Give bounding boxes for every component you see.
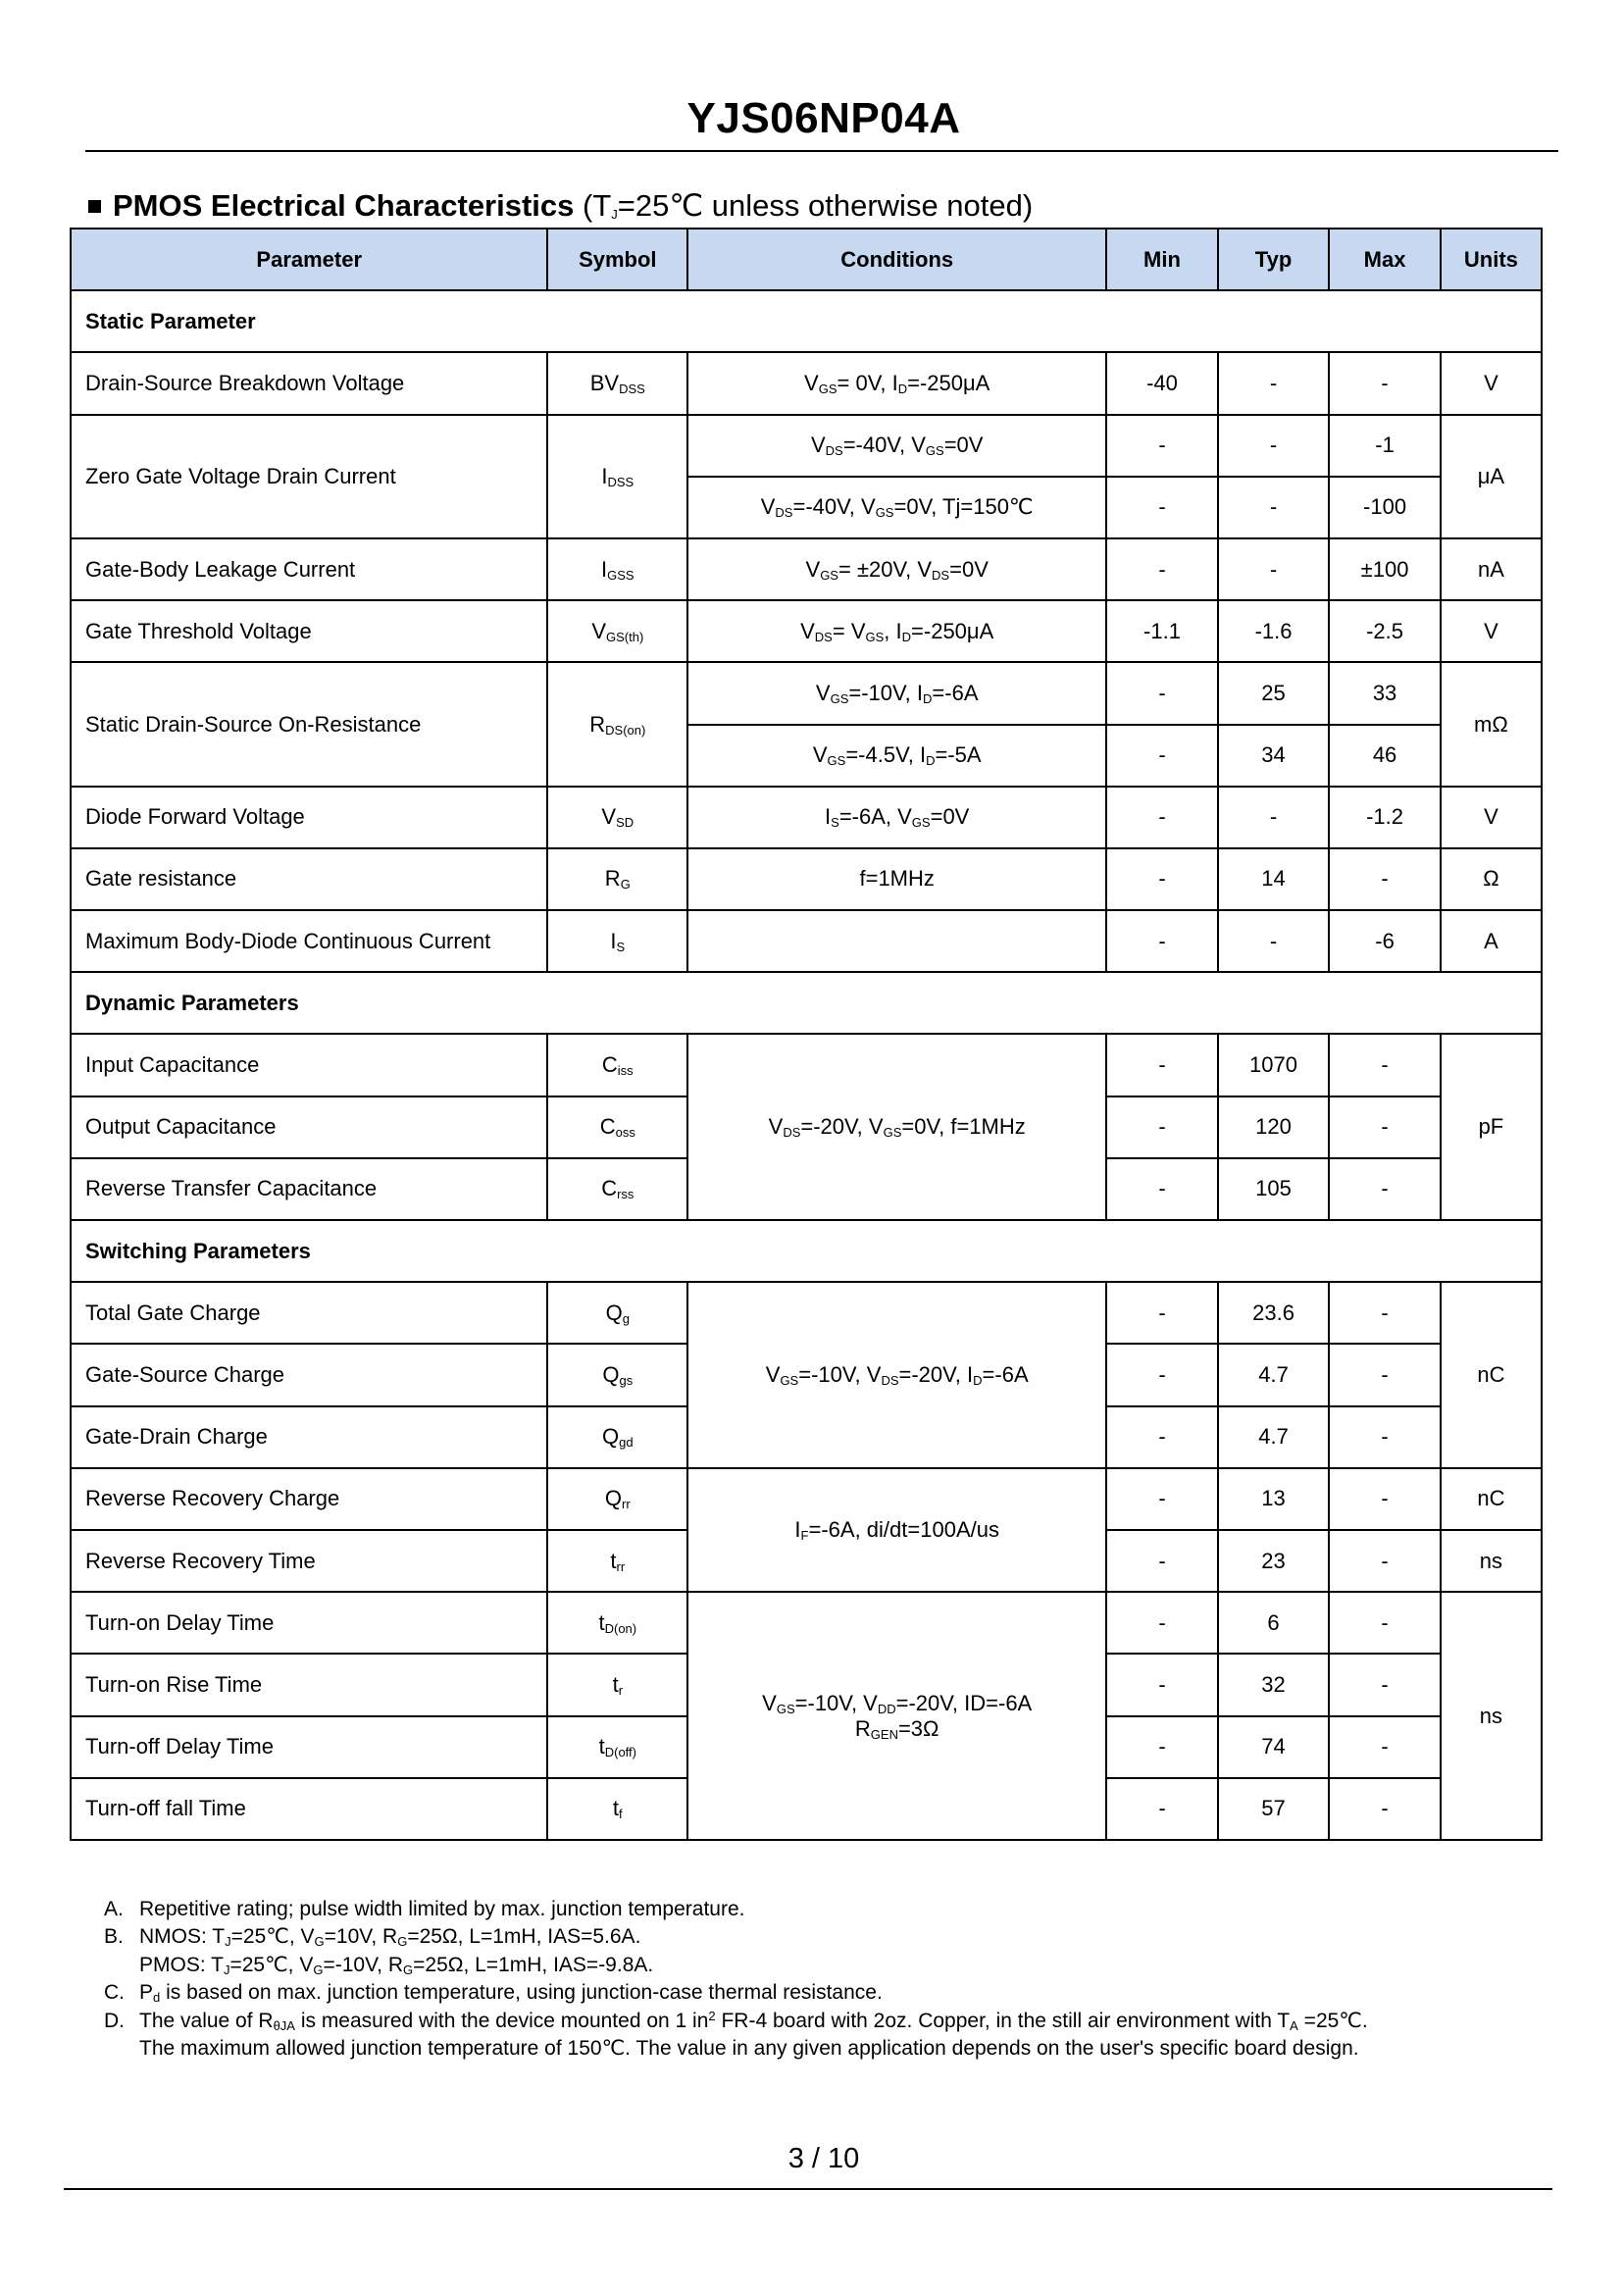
param-name: Static Drain-Source On-Resistance (71, 662, 547, 786)
typ-value: 6 (1218, 1592, 1330, 1654)
header-symbol: Symbol (547, 229, 687, 290)
min-value: - (1106, 1654, 1218, 1715)
max-value: ±100 (1329, 538, 1441, 600)
group-row (71, 1220, 1542, 1282)
note-c: C. $P_d$ is based on max. junction temperature, using junction-case thermal resistance. (104, 1981, 883, 2006)
min-value: - (1106, 1778, 1218, 1840)
symbol: $R_{DS(on)}$ (547, 662, 687, 786)
table-row (71, 538, 1542, 600)
table-header-row (71, 229, 1542, 290)
min-value: - (1106, 1716, 1218, 1778)
header-units: Units (1441, 229, 1542, 290)
footer-rule (64, 2188, 1552, 2190)
symbol: $t_{rr}$ (547, 1530, 687, 1592)
table-row (71, 848, 1542, 910)
typ-value: - (1218, 538, 1330, 600)
unit: V (1441, 600, 1542, 662)
unit: ns (1441, 1530, 1542, 1592)
group-switching: Switching Parameters (71, 1220, 1542, 1282)
min-value: - (1106, 910, 1218, 972)
conditions: $V_{GS}=-10V$, $V_{DS}=-20V$, $I_D=-6A$ (687, 1282, 1106, 1468)
typ-value: -1.6 (1218, 600, 1330, 662)
min-value: - (1106, 787, 1218, 848)
typ-value: 14 (1218, 848, 1330, 910)
table-row (71, 662, 1542, 724)
table-row (71, 1282, 1542, 1344)
note-b: B. NMOS: $T_J=25℃$, $V_G=10V$, $R_G=25\Omega$, L=1mH, IAS=5.6A. (104, 1925, 641, 1950)
symbol: $BV_{DSS}$ (547, 352, 687, 414)
max-value: - (1329, 1344, 1441, 1405)
symbol: $C_{iss}$ (547, 1034, 687, 1096)
section-condition: ($T_J=25℃$ unless otherwise noted) (583, 188, 1034, 223)
max-value: - (1329, 1406, 1441, 1468)
symbol: $R_G$ (547, 848, 687, 910)
max-value: 33 (1329, 662, 1441, 724)
symbol: $Q_g$ (547, 1282, 687, 1344)
note-d: D. The value of $R_{\theta JA}$ is measured with the device mounted on 1 $in^2$ FR-4 board with 2oz. Copper, in the still air environment with $T_A$ =25℃. (104, 2008, 1368, 2033)
header-conditions: Conditions (687, 229, 1106, 290)
conditions: $V_{DS}=-40V$, $V_{GS}=0V$ (687, 415, 1106, 477)
param-name: Gate Threshold Voltage (71, 600, 547, 662)
min-value: - (1106, 848, 1218, 910)
param-name: Maximum Body-Diode Continuous Current (71, 910, 547, 972)
unit: A (1441, 910, 1542, 972)
symbol: $t_{D(on)}$ (547, 1592, 687, 1654)
param-name: Turn-off Delay Time (71, 1716, 547, 1778)
symbol: $I_{DSS}$ (547, 415, 687, 538)
max-value: - (1329, 1096, 1441, 1158)
table-row (71, 1592, 1542, 1654)
param-name: Total Gate Charge (71, 1282, 547, 1344)
unit: V (1441, 352, 1542, 414)
param-name: Drain-Source Breakdown Voltage (71, 352, 547, 414)
typ-value: - (1218, 477, 1330, 538)
typ-value: - (1218, 415, 1330, 477)
note-b-pmos: PMOS: $T_J=25℃$, $V_G=-10V$, $R_G=25\Omega$, L=1mH, IAS=-9.8A. (139, 1953, 654, 1977)
typ-value: 4.7 (1218, 1344, 1330, 1405)
typ-value: 4.7 (1218, 1406, 1330, 1468)
typ-value: 34 (1218, 725, 1330, 787)
max-value: - (1329, 1282, 1441, 1344)
conditions: $V_{GS}= 0V$, $I_D=-250\mu A$ (687, 352, 1106, 414)
conditions: $V_{DS}= V_{GS}$, $I_D=-250\mu A$ (687, 600, 1106, 662)
typ-value: 120 (1218, 1096, 1330, 1158)
max-value: -2.5 (1329, 600, 1441, 662)
param-name: Turn-on Rise Time (71, 1654, 547, 1715)
min-value: - (1106, 415, 1218, 477)
param-name: Diode Forward Voltage (71, 787, 547, 848)
symbol: $C_{oss}$ (547, 1096, 687, 1158)
unit: μA (1441, 415, 1542, 538)
typ-value: 74 (1218, 1716, 1330, 1778)
param-name: Reverse Recovery Charge (71, 1468, 547, 1530)
unit: nC (1441, 1282, 1542, 1468)
param-name: Gate-Source Charge (71, 1344, 547, 1405)
typ-value: 32 (1218, 1654, 1330, 1715)
header-min: Min (1106, 229, 1218, 290)
param-name: Turn-on Delay Time (71, 1592, 547, 1654)
min-value: - (1106, 1344, 1218, 1405)
conditions: f=1MHz (687, 848, 1106, 910)
typ-value: 23 (1218, 1530, 1330, 1592)
unit: V (1441, 787, 1542, 848)
table-row (71, 415, 1542, 477)
max-value: -6 (1329, 910, 1441, 972)
symbol: $I_{GSS}$ (547, 538, 687, 600)
min-value: -40 (1106, 352, 1218, 414)
header-typ: Typ (1218, 229, 1330, 290)
square-bullet-icon (88, 200, 101, 213)
min-value: - (1106, 1592, 1218, 1654)
conditions: $I_F=-6A$, di/dt=100A/us (687, 1468, 1106, 1592)
typ-value: 57 (1218, 1778, 1330, 1840)
min-value: - (1106, 1406, 1218, 1468)
max-value: -100 (1329, 477, 1441, 538)
header-max: Max (1329, 229, 1441, 290)
electrical-characteristics-table (70, 228, 1543, 1841)
param-name: Input Capacitance (71, 1034, 547, 1096)
max-value: - (1329, 1530, 1441, 1592)
table-row (71, 1034, 1542, 1096)
typ-value: 1070 (1218, 1034, 1330, 1096)
symbol: $t_r$ (547, 1654, 687, 1715)
min-value: - (1106, 662, 1218, 724)
conditions: $I_S=-6A$, $V_{GS}=0V$ (687, 787, 1106, 848)
typ-value: - (1218, 787, 1330, 848)
min-value: - (1106, 477, 1218, 538)
group-row (71, 290, 1542, 352)
min-value: - (1106, 1282, 1218, 1344)
max-value: - (1329, 1654, 1441, 1715)
unit: nC (1441, 1468, 1542, 1530)
table-row (71, 1468, 1542, 1530)
param-name: Zero Gate Voltage Drain Current (71, 415, 547, 538)
max-value: - (1329, 1778, 1441, 1840)
header-parameter: Parameter (71, 229, 547, 290)
symbol: $Q_{rr}$ (547, 1468, 687, 1530)
unit: mΩ (1441, 662, 1542, 786)
conditions (687, 910, 1106, 972)
param-name: Gate resistance (71, 848, 547, 910)
table-row (71, 910, 1542, 972)
param-name: Gate-Body Leakage Current (71, 538, 547, 600)
symbol: $Q_{gd}$ (547, 1406, 687, 1468)
param-name: Gate-Drain Charge (71, 1406, 547, 1468)
typ-value: - (1218, 910, 1330, 972)
typ-value: 23.6 (1218, 1282, 1330, 1344)
group-dynamic: Dynamic Parameters (71, 972, 1542, 1034)
symbol: $t_f$ (547, 1778, 687, 1840)
symbol: $V_{GS(th)}$ (547, 600, 687, 662)
group-row (71, 972, 1542, 1034)
conditions: $V_{GS}=-10V$, $V_{DD}=-20V$, ID=-6A $R_{GEN}=3\Omega$ (687, 1592, 1106, 1840)
min-value: - (1106, 1158, 1218, 1220)
max-value: - (1329, 1034, 1441, 1096)
max-value: 46 (1329, 725, 1441, 787)
footnotes (104, 1896, 1368, 2063)
max-value: -1.2 (1329, 787, 1441, 848)
max-value: - (1329, 848, 1441, 910)
typ-value: 25 (1218, 662, 1330, 724)
max-value: -1 (1329, 415, 1441, 477)
note-a: A. Repetitive rating; pulse width limited by max. junction temperature. (104, 1898, 745, 1920)
max-value: - (1329, 352, 1441, 414)
param-name: Reverse Transfer Capacitance (71, 1158, 547, 1220)
typ-value: 13 (1218, 1468, 1330, 1530)
table-row (71, 787, 1542, 848)
page-number: 3 / 10 (787, 2143, 860, 2174)
min-value: - (1106, 538, 1218, 600)
symbol: $t_{D(off)}$ (547, 1716, 687, 1778)
symbol: $V_{SD}$ (547, 787, 687, 848)
conditions: $V_{DS}=-40V$, $V_{GS}=0V$, Tj=150℃ (687, 477, 1106, 538)
max-value: - (1329, 1716, 1441, 1778)
typ-value: 105 (1218, 1158, 1330, 1220)
max-value: - (1329, 1592, 1441, 1654)
unit: ns (1441, 1592, 1542, 1840)
symbol: $I_S$ (547, 910, 687, 972)
typ-value: - (1218, 352, 1330, 414)
max-value: - (1329, 1468, 1441, 1530)
min-value: - (1106, 1034, 1218, 1096)
min-value: -1.1 (1106, 600, 1218, 662)
unit: nA (1441, 538, 1542, 600)
section-heading (88, 188, 1033, 224)
conditions: $V_{GS}=-10V$, $I_D=-6A$ (687, 662, 1106, 724)
param-name: Turn-off fall Time (71, 1778, 547, 1840)
note-d-continued: The maximum allowed junction temperature of 150℃. The value in any given application depends on the user's specific board design. (139, 2037, 1359, 2061)
conditions: $V_{DS}=-20V$, $V_{GS}=0V$, f=1MHz (687, 1034, 1106, 1220)
max-value: - (1329, 1158, 1441, 1220)
symbol: $Q_{gs}$ (547, 1344, 687, 1405)
table-row (71, 352, 1542, 414)
unit: pF (1441, 1034, 1542, 1220)
document-title: YJS06NP04A (686, 94, 961, 142)
group-static: Static Parameter (71, 290, 1542, 352)
unit: Ω (1441, 848, 1542, 910)
min-value: - (1106, 1530, 1218, 1592)
conditions: $V_{GS}= \pm 20V$, $V_{DS}=0V$ (687, 538, 1106, 600)
min-value: - (1106, 1468, 1218, 1530)
header-rule (85, 150, 1558, 152)
param-name: Reverse Recovery Time (71, 1530, 547, 1592)
section-title: PMOS Electrical Characteristics (113, 188, 575, 223)
param-name: Output Capacitance (71, 1096, 547, 1158)
min-value: - (1106, 725, 1218, 787)
min-value: - (1106, 1096, 1218, 1158)
symbol: $C_{rss}$ (547, 1158, 687, 1220)
conditions: $V_{GS}=-4.5V$, $I_D=-5A$ (687, 725, 1106, 787)
table-row (71, 600, 1542, 662)
